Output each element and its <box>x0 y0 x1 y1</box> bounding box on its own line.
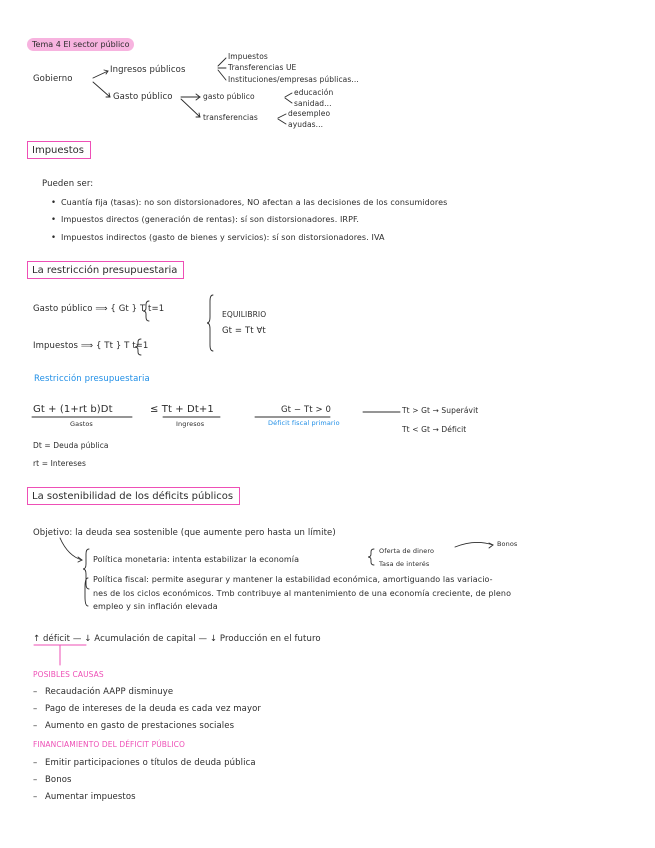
deficit-expression: Gt − Tt > 0 <box>281 405 332 415</box>
gasto-publico-label: gasto público <box>203 92 255 101</box>
tema-title: Tema 4 El sector público <box>27 38 134 51</box>
monetaria-item-oferta: Oferta de dinero <box>379 547 435 555</box>
impuestos-bullet-1: Cuantía fija (tasas): no son distorsionadores, NO afectan a las decisiones de los consumidores <box>61 198 448 207</box>
def-deuda: Dt = Deuda pública <box>33 441 109 450</box>
deficit-primario-label: Déficit fiscal primario <box>268 419 340 427</box>
ingresos-item-transferencias: Transferencias UE <box>228 63 297 72</box>
politica-monetaria: Política monetaria: intenta estabilizar la economía <box>93 555 300 564</box>
gastos-label: Gastos <box>70 420 93 428</box>
gasto-item-sanidad: sanidad... <box>294 99 332 108</box>
bullet-dot-2: • <box>51 215 57 225</box>
fin-dash-3: – <box>33 792 38 802</box>
gobierno-label: Gobierno <box>33 74 73 84</box>
politica-fiscal-2: nes de los ciclos económicos. Tmb contribuye al mantenimiento de una economía creciente, de pleno <box>93 589 512 598</box>
formula-mid: ≤ Tt + Dt+1 <box>150 404 214 415</box>
impuestos-intro: Pueden ser: <box>42 179 94 189</box>
equilibrio-label: EQUILIBRIO <box>222 310 267 319</box>
financiamiento-1: Emitir participaciones o títulos de deuda pública <box>45 758 256 768</box>
transferencias-label: transferencias <box>203 113 258 122</box>
gasto-item-educacion: educación <box>294 88 334 97</box>
causa-1: Recaudación AAPP disminuye <box>45 687 174 697</box>
formula-left: Gt + (1+rt b)Dt <box>33 404 113 415</box>
causa-2: Pago de intereses de la deuda es cada vez mayor <box>45 704 262 714</box>
fin-dash-2: – <box>33 775 38 785</box>
superavit-line: Tt > Gt → Superávit <box>402 406 479 415</box>
gasto-label: Gasto público <box>113 92 173 102</box>
causa-dash-3: – <box>33 721 38 731</box>
politica-fiscal-1: Política fiscal: permite asegurar y mantener la estabilidad económica, amortiguando las variacio- <box>93 575 493 584</box>
impuestos-heading: Impuestos <box>27 141 91 159</box>
causa-dash-2: – <box>33 704 38 714</box>
causas-heading: POSIBLES CAUSAS <box>33 670 104 679</box>
restriccion-heading: La restricción presupuestaria <box>27 261 184 279</box>
deficit-line: Tt < Gt → Déficit <box>402 425 467 434</box>
bonos-label: Bonos <box>497 540 518 548</box>
monetaria-item-interes: Tasa de interés <box>379 560 430 568</box>
deficit-chain: ↑ déficit — ↓ Acumulación de capital — ↓ Producción en el futuro <box>33 634 321 644</box>
transferencias-item-desempleo: desempleo <box>288 109 331 118</box>
objetivo-line: Objetivo: la deuda sea sostenible (que aumente pero hasta un límite) <box>33 528 336 538</box>
restriccion-subheading: Restricción presupuestaria <box>34 374 150 384</box>
impuestos-bullet-3: Impuestos indirectos (gasto de bienes y servicios): sí son distorsionadores. IVA <box>61 233 385 242</box>
ingresos-label: Ingresos públicos <box>110 65 186 75</box>
ingresos-item-instituciones: Instituciones/empresas públicas... <box>228 75 359 84</box>
impuestos-bullet-2: Impuestos directos (generación de rentas): sí son distorsionadores. IRPF. <box>61 215 360 224</box>
transferencias-item-ayudas: ayudas... <box>288 120 324 129</box>
causa-dash-1: – <box>33 687 38 697</box>
def-intereses: rt = Intereses <box>33 459 86 468</box>
sostenibilidad-heading: La sostenibilidad de los déficits públicos <box>27 487 240 505</box>
gasto-publico-line: Gasto público ⟹ { Gt } T t=1 <box>33 304 165 314</box>
politica-fiscal-3: empleo y sin inflación elevada <box>93 602 218 611</box>
ingresos-item-impuestos: Impuestos <box>228 52 268 61</box>
ingresos-sub-label: Ingresos <box>176 420 205 428</box>
impuestos-line: Impuestos ⟹ { Tt } T t=1 <box>33 341 149 351</box>
bullet-dot-3: • <box>51 233 57 243</box>
financiamiento-heading: FINANCIAMIENTO DEL DÉFICIT PÚBLICO <box>33 740 185 749</box>
financiamiento-3: Aumentar impuestos <box>45 792 136 802</box>
financiamiento-2: Bonos <box>45 775 72 785</box>
causa-3: Aumento en gasto de prestaciones sociales <box>45 721 235 731</box>
fin-dash-1: – <box>33 758 38 768</box>
equilibrio-equation: Gt = Tt ∀t <box>222 326 266 336</box>
bullet-dot-1: • <box>51 198 57 208</box>
